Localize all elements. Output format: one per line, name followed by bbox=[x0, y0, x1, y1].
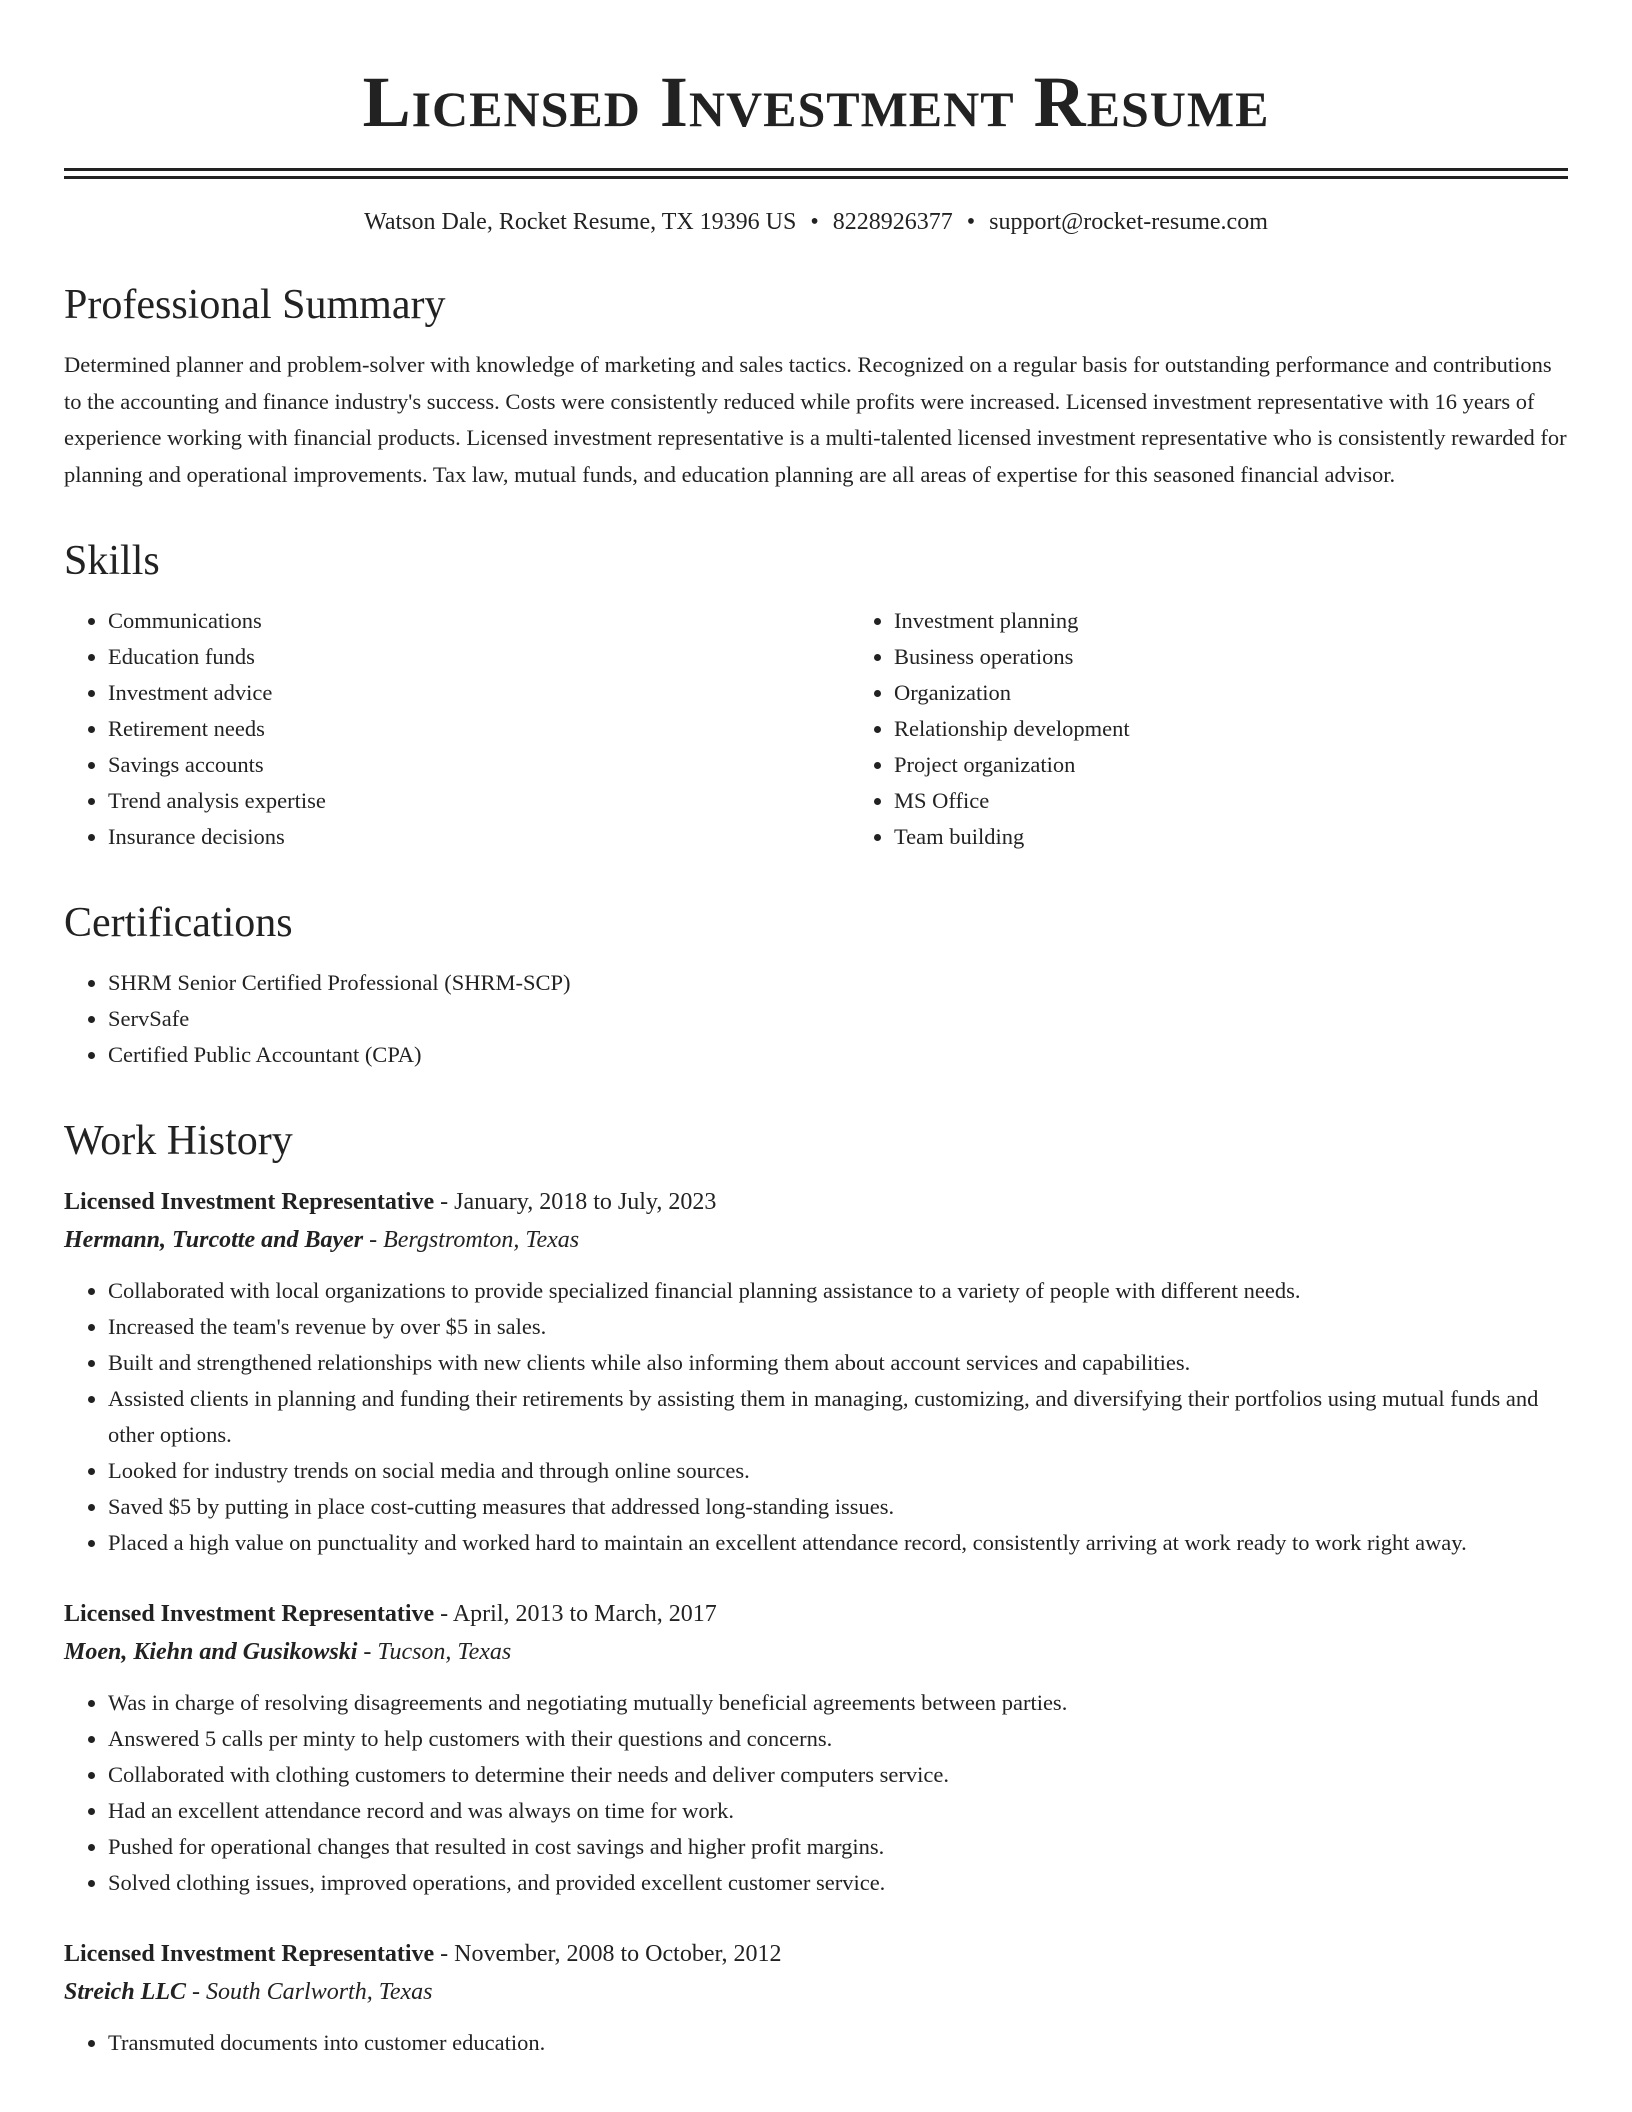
skills-list-right bbox=[850, 603, 1632, 855]
summary-heading: Professional Summary bbox=[64, 282, 446, 328]
job-dates: - April, 2013 to March, 2017 bbox=[434, 1601, 717, 1627]
job-company: Hermann, Turcotte and Bayer bbox=[64, 1227, 364, 1253]
skills-grid bbox=[64, 603, 1568, 855]
job-company-line bbox=[64, 1633, 1568, 1671]
job-role: Licensed Investment Representative bbox=[64, 1189, 435, 1215]
summary-section bbox=[64, 281, 1568, 493]
job-bullet: • Collaborated with local organizations to provide specialized financial planning assistance to a variety of people with different needs. bbox=[108, 1273, 1568, 1309]
job-bullet: • Placed a high value on punctuality and worked hard to maintain an excellent attendance record, consistently arriving at work ready to work right away. bbox=[108, 1525, 1568, 1561]
resume-page bbox=[64, 0, 1568, 2061]
job-location: - Bergstromton, Texas bbox=[363, 1227, 580, 1253]
skill-item: • Communications bbox=[108, 603, 850, 639]
certifications-heading: Certifications bbox=[64, 900, 293, 946]
job-bullet: • Answered 5 calls per minty to help customers with their questions and concerns. bbox=[108, 1721, 1568, 1757]
job-company-line bbox=[64, 1973, 1568, 2011]
job-bullet: • Assisted clients in planning and funding their retirements by assisting them in managing, customizing, and diversifying their portfolios using mutual funds and other options. bbox=[108, 1381, 1568, 1453]
skill-item: • Retirement needs bbox=[108, 711, 850, 747]
job-bullet: • Looked for industry trends on social media and through online sources. bbox=[108, 1453, 1568, 1489]
certification-item: • Certified Public Accountant (CPA) bbox=[108, 1037, 1568, 1073]
skill-item: • Project organization bbox=[894, 747, 1632, 783]
skill-item: • Organization bbox=[894, 675, 1632, 711]
certification-item: • ServSafe bbox=[108, 1001, 1568, 1037]
job-bullet: • Was in charge of resolving disagreements and negotiating mutually beneficial agreements between parties. bbox=[108, 1685, 1568, 1721]
job-entry bbox=[64, 1595, 1568, 1901]
certification-item: • SHRM Senior Certified Professional (SHRM-SCP) bbox=[108, 965, 1568, 1001]
job-location: - Tucson, Texas bbox=[357, 1639, 512, 1665]
job-bullet: • Saved $5 by putting in place cost-cutting measures that addressed long-standing issues. bbox=[108, 1489, 1568, 1525]
job-bullet: • Increased the team's revenue by over $5 in sales. bbox=[108, 1309, 1568, 1345]
skills-list-left bbox=[64, 603, 850, 855]
job-role: Licensed Investment Representative bbox=[64, 1601, 435, 1627]
summary-text: Determined planner and problem-solver with knowledge of marketing and sales tactics. Recognized on a regular basis for outstanding performance and contributions to the accounting and finance industry's success. Costs were consistently reduced while profits were increased. Licensed investment representative with 16 years of experience working with financial products. Licensed investment representative is a multi-talented licensed investment representative who is consistently rewarded for planning and operational improvements. Tax law, mutual funds, and education planning are all areas of expertise for this seasoned financial advisor. bbox=[64, 352, 1567, 487]
job-bullet: • Had an excellent attendance record and was always on time for work. bbox=[108, 1793, 1568, 1829]
job-company-line bbox=[64, 1221, 1568, 1259]
job-title-line bbox=[64, 1595, 1568, 1633]
skill-item: • Trend analysis expertise bbox=[108, 783, 850, 819]
contact-line bbox=[64, 207, 1568, 237]
job-role: Licensed Investment Representative bbox=[64, 1941, 435, 1967]
skill-item: • Investment planning bbox=[894, 603, 1632, 639]
job-title-line bbox=[64, 1183, 1568, 1221]
contact-address: Watson Dale, Rocket Resume, TX 19396 US bbox=[364, 209, 797, 235]
job-bullet: • Transmuted documents into customer education. bbox=[108, 2025, 1568, 2061]
work-history-section bbox=[64, 1117, 1568, 2061]
skill-item: • Relationship development bbox=[894, 711, 1632, 747]
job-bullet: • Solved clothing issues, improved operations, and provided excellent customer service. bbox=[108, 1865, 1568, 1901]
skill-item: • Team building bbox=[894, 819, 1632, 855]
skill-item: • Investment advice bbox=[108, 675, 850, 711]
job-company: Moen, Kiehn and Gusikowski bbox=[64, 1639, 358, 1665]
certifications-section bbox=[64, 899, 1568, 1073]
job-entry bbox=[64, 1935, 1568, 2061]
skill-item: • MS Office bbox=[894, 783, 1632, 819]
job-company: Streich LLC bbox=[64, 1979, 187, 2005]
skill-item: • Insurance decisions bbox=[108, 819, 850, 855]
skill-item: • Business operations bbox=[894, 639, 1632, 675]
job-title-line bbox=[64, 1935, 1568, 1973]
resume-title: Licensed Investment Resume bbox=[362, 62, 1270, 142]
job-location: - South Carlworth, Texas bbox=[186, 1979, 433, 2005]
job-dates: - November, 2008 to October, 2012 bbox=[434, 1941, 782, 1967]
title-divider bbox=[64, 168, 1568, 179]
skills-section bbox=[64, 537, 1568, 855]
contact-separator: • bbox=[810, 209, 819, 235]
certifications-list bbox=[64, 965, 1568, 1073]
work-history-heading: Work History bbox=[64, 1118, 293, 1164]
contact-phone: 8228926377 bbox=[832, 209, 953, 235]
skill-item: • Education funds bbox=[108, 639, 850, 675]
contact-separator: • bbox=[966, 209, 976, 235]
job-entry bbox=[64, 1183, 1568, 1561]
job-bullets bbox=[64, 2025, 1568, 2061]
job-bullets bbox=[64, 1685, 1568, 1901]
contact-email: support@rocket-resume.com bbox=[989, 209, 1268, 235]
skill-item: • Savings accounts bbox=[108, 747, 850, 783]
job-bullets bbox=[64, 1273, 1568, 1561]
job-bullet: • Built and strengthened relationships with new clients while also informing them about account services and capabilities. bbox=[108, 1345, 1568, 1381]
skills-heading: Skills bbox=[64, 538, 160, 584]
job-dates: - January, 2018 to July, 2023 bbox=[434, 1189, 717, 1215]
job-bullet: • Pushed for operational changes that resulted in cost savings and higher profit margins. bbox=[108, 1829, 1568, 1865]
job-bullet: • Collaborated with clothing customers to determine their needs and deliver computers service. bbox=[108, 1757, 1568, 1793]
